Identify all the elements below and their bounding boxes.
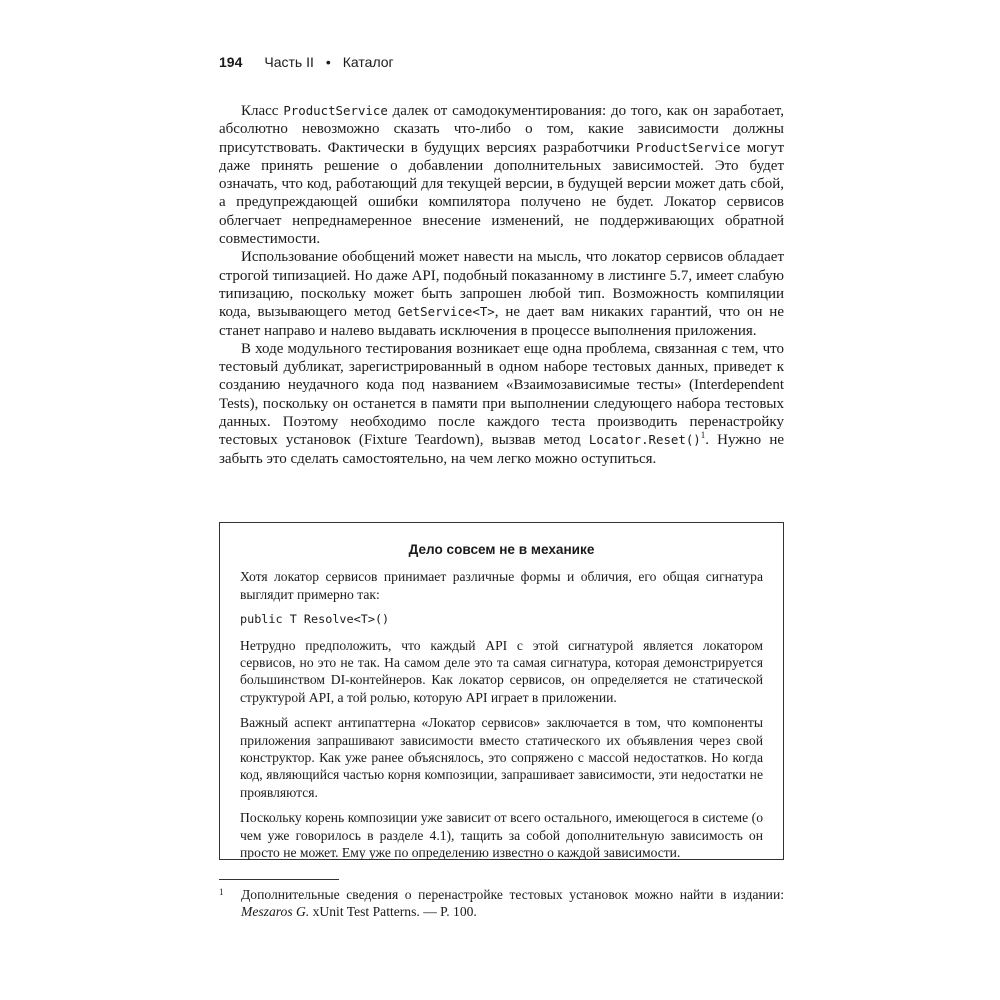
paragraph-3	[219, 340, 784, 468]
sidebar-code-sample: public T Resolve<T>()	[240, 612, 390, 627]
footnote-mark: 1	[219, 887, 224, 897]
inline-code: ProductService	[283, 103, 388, 118]
sidebar-title: Дело совсем не в механике	[408, 542, 595, 557]
footnote	[219, 886, 784, 921]
text-segment: В ходе модульного тестирования возникает еще одна проблема, связанная с тем, что тестовый дубликат, зарегистрированный в одном наборе тестовых данных, приведет к созданию неудачного кода под названием «Взаимозависимые тесты» (Interdependent Tests), поскольку он останется в памяти при выполнении следующего набора тестовых данных. Поэтому необходимо после каждого теста производить перенастройку тестовых установок (Fixture Teardown), вызвав метод	[219, 340, 784, 449]
body-text	[219, 102, 784, 468]
text-segment: Класс	[241, 103, 284, 119]
footnote-text	[241, 886, 784, 921]
footnote-reference: 1	[700, 430, 706, 441]
paragraph-2	[219, 248, 784, 339]
running-head	[219, 54, 394, 70]
footnote-rule	[219, 879, 339, 880]
sidebar-paragraph-2: Нетрудно предположить, что каждый API с этой сигнатурой является локатором сервисов, но это не так. На самом деле это та самая сигнатура, которая демонстрируется большинством DI-контейнеров. Как локатор сервисов, он определяется не статической структурой API, а той ролью, которую API играет в приложении.	[240, 637, 763, 705]
text-segment: могут даже принять решение о добавлении дополнительных зависимостей. Это будет означать, что код, работающий для текущей версии, в будущей версии может дать сбой, а предупреждающей ошибки компилятора получено не будет. Локатор сервисов облегчает непреднамеренное внесение изменений, не поддерживающих обратной совместимости.	[219, 139, 784, 248]
header-bullet: •	[325, 54, 331, 70]
page-number: 194	[219, 54, 243, 70]
text-segment: далек от самодокументирования: до того, как он заработает, абсолютно невозможно сказать что-либо о том, какие зависимости должны присутствовать. Фактически в будущих версиях разработчики	[219, 103, 784, 156]
paragraph-1	[219, 102, 784, 248]
text-segment: xUnit Test Patterns. — P. 100.	[309, 904, 477, 920]
text-segment: Дополнительные сведения о перенастройке тестовых установок можно найти в издании:	[241, 887, 784, 902]
sidebar-paragraph-3: Важный аспект антипаттерна «Локатор сервисов» заключается в том, что компоненты приложения запрашивают зависимости вместо статического их объявления через свой конструктор. Как уже ранее объяснялось, это сопряжено с массой недостатков. Но когда код, являющийся частью корня композиции, запрашивает зависимости, эти недостатки не проявляются.	[240, 715, 763, 800]
inline-code: Locator.Reset()	[588, 432, 701, 448]
footnote-author: Meszaros G.	[241, 904, 310, 920]
inline-code: GetService<T>	[397, 304, 495, 320]
chapter-label: Каталог	[342, 54, 394, 70]
sidebar-box	[219, 522, 784, 860]
text-segment: . Нужно не забыть это сделать самостоятельно, на чем легко можно оступиться.	[219, 432, 784, 467]
text-segment: Использование обобщений может навести на мысль, что локатор сервисов обладает строгой типизацией. Но даже API, подобный показанному в листинге 5.7, имеет слабую типизацию, поскольку может быть запрошен любой тип. Возможность компиляции кода, вызывающего метод	[219, 249, 784, 321]
inline-code: ProductService	[635, 139, 741, 155]
sidebar-paragraph-1: Хотя локатор сервисов принимает различные формы и обличия, его общая сигнатура выглядит примерно так:	[240, 569, 763, 602]
sidebar-paragraph-4: Поскольку корень композиции уже зависит от всего остального, имеющегося в системе (о чем уже говорилось в разделе 4.1), тащить за собой дополнительную зависимость он просто не может. Ему уже по определению известно о каждой зависимости.	[240, 810, 763, 861]
part-label: Часть II	[264, 54, 314, 70]
text-segment: , не дает вам никаких гарантий, что он не станет направо и налево выдавать исключения в процессе выполнения приложения.	[219, 304, 784, 339]
